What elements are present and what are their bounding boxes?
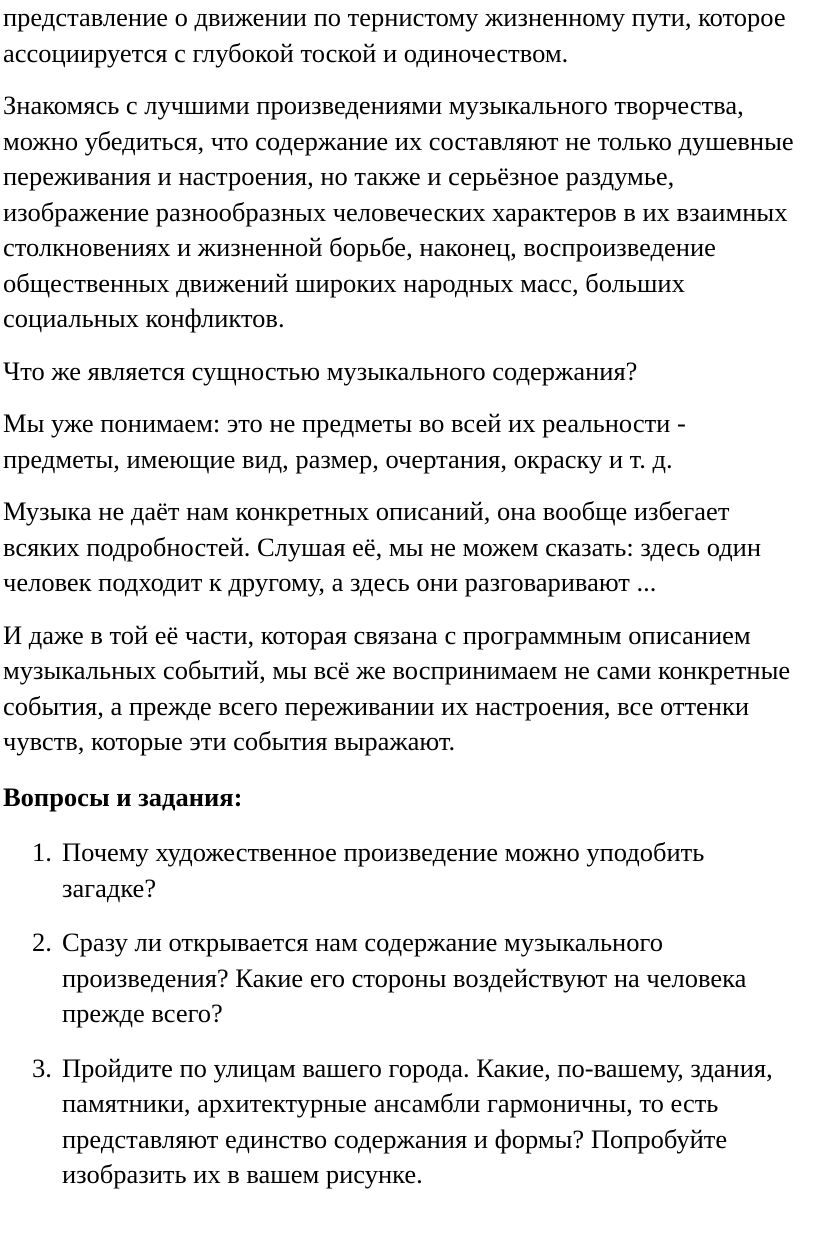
paragraph-3: Что же является сущностью музыкального содержания? xyxy=(3,355,638,386)
question-item-1 xyxy=(3,835,796,906)
question-text-3: Пройдите по улицам вашего города. Какие, по-вашему, здания, памятники, архитектурные ансамбли гармоничны, то есть представляют единство содержания и формы? Попробуйте изобразить их в вашем рисунке. xyxy=(62,1052,773,1189)
question-text-2: Сразу ли открывается нам содержание музыкального произведения? Какие его стороны воздействуют на человека прежде всего? xyxy=(62,927,747,1028)
paragraph-5: Музыка не даёт нам конкретных описаний, она вообще избегает всяких подробностей. Слушая её, мы не можем сказать: здесь один человек подходит к другому, а здесь они разговаривают ... xyxy=(3,496,762,597)
questions-list xyxy=(3,835,796,1193)
question-text-1: Почему художественное произведение можно уподобить загадке? xyxy=(62,837,705,903)
paragraph-2: Знакомясь с лучшими произведениями музыкального творчества, можно убедиться, что содержание их составляют не только душевные переживания и настроения, но также и серьёзное раздумье, изображение разнообразных человеческих характеров в их взаимных столкновениях и жизненной борьбе, наконец, воспроизведение общественных движений широких народных масс, больших социальных конфликтов. xyxy=(3,90,794,333)
paragraph-4: Мы уже понимаем: это не предметы во всей их реальности - предметы, имеющие вид, размер, очертания, окраску и т. д. xyxy=(3,408,686,474)
question-number-2: 2. xyxy=(32,927,52,957)
paragraph-1: представление о движении по тернистому жизненному пути, которое ассоциируется с глубокой тоской и одиночеством. xyxy=(3,2,786,68)
question-number-1: 1. xyxy=(32,837,52,867)
question-item-3 xyxy=(3,1051,796,1193)
paragraph-6: И даже в той её части, которая связана с программным описанием музыкальных событий, мы всё же воспринимаем не сами конкретные события, а прежде всего переживании их настроения, все оттенки чувств, которые эти события выражают. xyxy=(3,619,791,756)
questions-heading: Вопросы и задания: xyxy=(3,781,243,812)
question-item-2 xyxy=(3,925,796,1032)
question-number-3: 3. xyxy=(32,1052,52,1083)
